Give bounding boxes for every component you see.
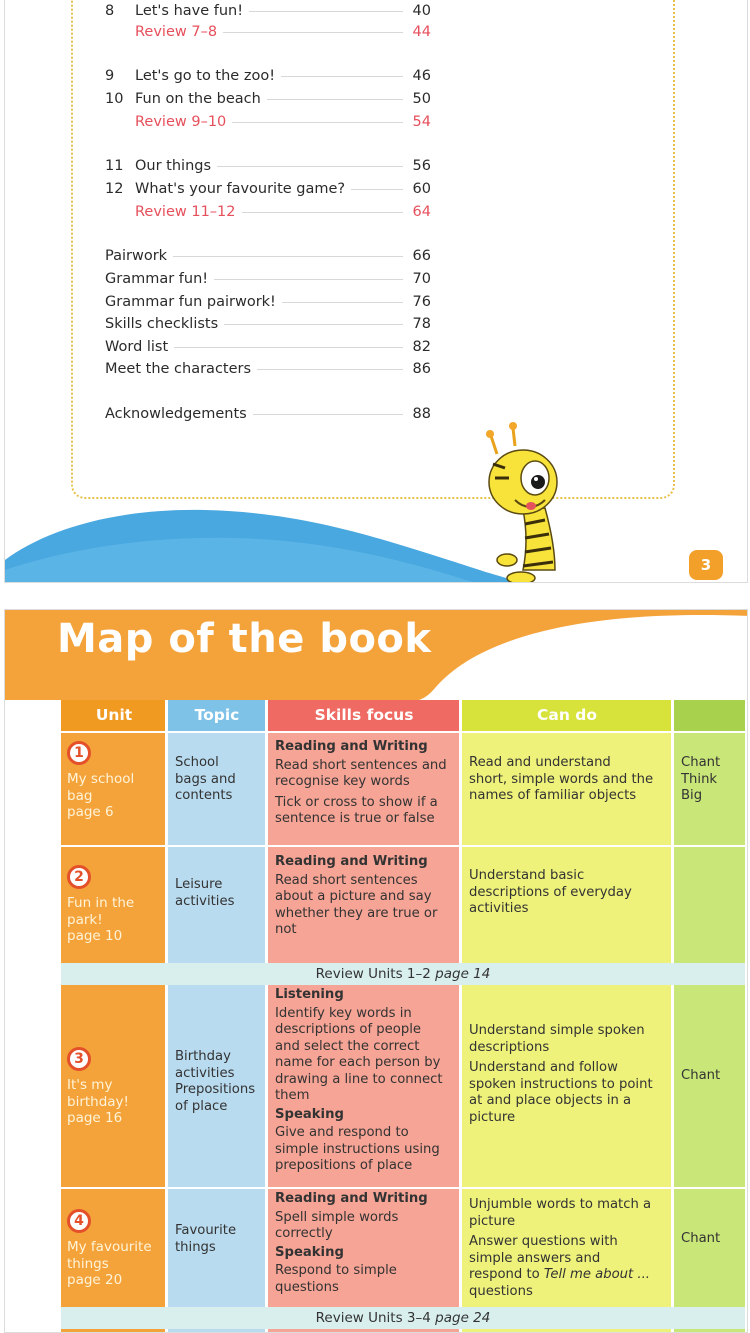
contents-unit-number: 9: [105, 68, 115, 84]
cando-line: Answer questions with: [469, 1234, 618, 1249]
cando-line: Understand basic: [469, 868, 585, 883]
topic-line: Prepositions: [175, 1082, 256, 1097]
skills-heading: Reading and Writing: [275, 1191, 428, 1206]
skills-line: correctly: [275, 1226, 333, 1241]
skills-heading: Speaking: [275, 1244, 344, 1260]
contents-leader-line: [217, 166, 403, 167]
contents-leader-line: [232, 122, 403, 123]
page-title: Map of the book: [57, 616, 432, 662]
unit-2-name-line1: Fun in the: [67, 895, 135, 911]
extra-line: Chant: [681, 1231, 721, 1246]
topic-line: Leisure: [175, 877, 223, 892]
skills-line: Read short sentences and: [275, 757, 447, 773]
unit-1-name-line2: bag: [67, 787, 93, 804]
contents-row[interactable]: [105, 0, 431, 22]
unit-2-skills: [269, 851, 463, 942]
skills-line: recognise key words: [275, 774, 410, 789]
unit-3-can-do: [463, 1020, 675, 1129]
contents-unit-number: 8: [105, 3, 115, 19]
contents-row[interactable]: [105, 268, 431, 290]
cando-line: picture: [469, 1213, 516, 1229]
contents-leader-line: [173, 256, 403, 257]
cando-line: descriptions: [469, 1039, 550, 1055]
skills-line: about a picture and say: [275, 889, 432, 904]
cando-line: at and place objects in a: [469, 1093, 632, 1108]
unit-4-topic: [169, 1220, 265, 1259]
skills-heading: Speaking: [275, 1106, 344, 1122]
contents-page-number: 40: [412, 3, 431, 19]
cando-text: respond to: [469, 1267, 540, 1282]
unit-3-name-line2: birthday!: [67, 1093, 129, 1110]
contents-page-number: 60: [412, 181, 431, 197]
review-units-3-4[interactable]: [61, 1307, 745, 1329]
contents-row[interactable]: [105, 65, 431, 87]
header-can-do: Can do: [461, 700, 673, 731]
contents-leader-line: [249, 11, 403, 12]
contents-page-number: 44: [412, 24, 431, 40]
contents-page-number: 50: [412, 91, 431, 107]
contents-title: Skills checklists: [105, 316, 219, 332]
extra-line: Chant: [681, 755, 721, 770]
contents-review-row[interactable]: [105, 21, 431, 43]
contents-page-number: 88: [412, 406, 431, 422]
skills-line: prepositions of place: [275, 1158, 413, 1173]
unit-4-extra: [675, 1228, 745, 1251]
unit-1-number-icon: 1: [67, 741, 91, 765]
contents-row[interactable]: [105, 403, 431, 425]
cando-line: short, simple words and the: [469, 771, 654, 787]
topic-line: things: [175, 1239, 216, 1255]
contents-page-number: 76: [412, 294, 431, 310]
contents-page-number: 78: [412, 316, 431, 332]
cando-line: activities: [469, 901, 529, 916]
contents-title: Acknowledgements: [105, 406, 247, 422]
contents-unit-number: 11: [105, 158, 124, 174]
topic-line: Favourite: [175, 1223, 237, 1238]
contents-unit-number: 10: [105, 91, 124, 107]
contents-title: Our things: [135, 158, 212, 174]
cando-line: Unjumble words to match a: [469, 1197, 652, 1212]
cando-line: names of familiar objects: [469, 788, 637, 803]
contents-unit-number: 12: [105, 181, 124, 197]
contents-title: Fun on the beach: [135, 91, 261, 107]
unit-4-cell[interactable]: [61, 1189, 165, 1307]
skills-line: simple instructions using: [275, 1141, 440, 1157]
skills-line: name for each person by: [275, 1055, 441, 1070]
unit-4-number-icon: 4: [67, 1209, 91, 1233]
contents-title: Review 9–10: [135, 114, 227, 130]
contents-leader-line: [223, 32, 403, 33]
cando-line: spoken instructions to point: [469, 1076, 653, 1092]
skills-line: Give and respond to: [275, 1125, 409, 1140]
unit-1-topic: [169, 752, 265, 808]
contents-leader-line: [281, 76, 403, 77]
unit-1-extra: [675, 752, 745, 808]
contents-row[interactable]: [105, 245, 431, 267]
review-units-1-2[interactable]: [61, 963, 745, 985]
contents-page: [4, 0, 748, 583]
contents-row[interactable]: [105, 88, 431, 110]
unit-4-can-do: [463, 1194, 675, 1303]
contents-leader-line: [214, 279, 403, 280]
unit-4-name-line2: things: [67, 1255, 109, 1272]
unit-3-skills: [269, 984, 463, 1178]
contents-title: What's your favourite game?: [135, 181, 346, 197]
unit-1-cell[interactable]: [61, 733, 165, 845]
skills-line: them: [275, 1088, 310, 1103]
unit-2-number-icon: 2: [67, 865, 91, 889]
unit-2-topic: [169, 874, 265, 913]
cando-line: Understand simple spoken: [469, 1023, 645, 1038]
review-page: page 14: [435, 966, 491, 982]
topic-line: contents: [175, 788, 233, 803]
contents-page-number: 66: [412, 248, 431, 264]
contents-leader-line: [267, 99, 403, 100]
contents-row[interactable]: [105, 155, 431, 177]
contents-page-number: 56: [412, 158, 431, 174]
review-page: page 24: [435, 1310, 491, 1326]
contents-title: Let's go to the zoo!: [135, 68, 276, 84]
topic-line: Birthday: [175, 1049, 231, 1064]
topic-line: activities: [175, 1065, 235, 1081]
map-of-the-book-page: [4, 609, 748, 1333]
cando-line: Understand and follow: [469, 1060, 618, 1075]
contents-review-row[interactable]: [105, 201, 431, 223]
contents-review-row[interactable]: [105, 111, 431, 133]
cando-italic: Tell me about ...: [543, 1267, 650, 1282]
contents-row[interactable]: [105, 358, 431, 380]
unit-2-page: page 10: [67, 928, 123, 944]
contents-page-number: 70: [412, 271, 431, 287]
giraffe-mascot-icon: [475, 420, 595, 583]
skills-line: Respond to simple: [275, 1263, 397, 1278]
unit-1-name-line1: My school: [67, 771, 135, 787]
contents-title: Word list: [105, 339, 169, 355]
skills-line: whether they are true or: [275, 905, 438, 921]
skills-line: sentence is true or false: [275, 811, 435, 826]
map-table: [61, 700, 745, 1333]
topic-line: bags and: [175, 771, 236, 787]
unit-4-page: page 20: [67, 1272, 123, 1288]
unit-4-skills: [269, 1188, 463, 1299]
contents-title: Meet the characters: [105, 361, 252, 377]
contents-leader-line: [253, 414, 403, 415]
extra-line: Think: [681, 771, 718, 787]
topic-line: of place: [175, 1098, 228, 1114]
topic-line: activities: [175, 893, 235, 909]
skills-line: descriptions of people: [275, 1022, 421, 1037]
skills-line: Spell simple words: [275, 1209, 399, 1225]
cando-line: simple answers and: [469, 1250, 601, 1266]
skills-line: Identify key words in: [275, 1005, 412, 1021]
skills-heading: Reading and Writing: [275, 739, 428, 754]
review-label: Review Units 3–4: [315, 1310, 431, 1326]
header-skills-focus: Skills focus: [267, 700, 461, 731]
extra-line: Chant: [681, 1068, 721, 1083]
header-extra: [673, 700, 745, 731]
topic-line: School: [175, 755, 219, 770]
page-number-badge: 3: [689, 550, 723, 580]
contents-page-number: 82: [412, 339, 431, 355]
contents-row[interactable]: [105, 291, 431, 313]
contents-title: Grammar fun pairwork!: [105, 294, 276, 310]
contents-leader-line: [257, 369, 403, 370]
skills-line: questions: [275, 1279, 339, 1295]
skills-line: and select the correct: [275, 1038, 420, 1054]
contents-title: Review 7–8: [135, 24, 218, 40]
unit-1-page: page 6: [67, 804, 114, 820]
contents-title: Pairwork: [105, 248, 168, 264]
unit-2-cell[interactable]: [61, 847, 165, 963]
contents-row[interactable]: [105, 178, 431, 200]
contents-leader-line: [282, 302, 403, 303]
skills-line: not: [275, 922, 297, 937]
skills-heading: Reading and Writing: [275, 854, 428, 869]
cando-line: [469, 1267, 669, 1284]
skills-line: Read short sentences: [275, 872, 418, 888]
cando-line: Read and understand: [469, 755, 611, 770]
unit-3-name-line1: It's my: [67, 1077, 113, 1093]
contents-page-number: 64: [412, 204, 431, 220]
review-label: Review Units 1–2: [315, 966, 431, 982]
contents-page-number: 46: [412, 68, 431, 84]
unit-3-cell[interactable]: [61, 985, 165, 1187]
unit-2-name-line2: park!: [67, 911, 103, 928]
unit-3-topic: [169, 1046, 265, 1118]
unit-3-number-icon: 3: [67, 1047, 91, 1071]
unit-3-extra: [675, 1065, 745, 1088]
divider: [265, 700, 268, 1333]
blue-wave-decoration: [5, 500, 748, 583]
contents-page-number: 54: [412, 114, 431, 130]
cando-line: descriptions of everyday: [469, 884, 632, 900]
contents-title: Review 11–12: [135, 204, 236, 220]
contents-leader-line: [224, 324, 403, 325]
unit-3-page: page 16: [67, 1110, 123, 1126]
unit-2-can-do: [463, 865, 675, 921]
unit-1-skills: [269, 736, 463, 831]
cando-line: picture: [469, 1109, 516, 1125]
divider: [165, 700, 168, 1333]
contents-leader-line: [174, 347, 403, 348]
contents-leader-line: [242, 212, 404, 213]
extra-line: Big: [681, 788, 703, 803]
contents-row[interactable]: [105, 313, 431, 335]
unit-4-name-line1: My favourite: [67, 1239, 152, 1255]
header-unit: Unit: [61, 700, 167, 731]
unit-1-can-do: [463, 752, 675, 808]
contents-leader-line: [351, 189, 403, 190]
skills-heading: Listening: [275, 987, 344, 1002]
header-topic: Topic: [167, 700, 267, 731]
contents-title: Grammar fun!: [105, 271, 209, 287]
skills-line: drawing a line to connect: [275, 1071, 443, 1087]
skills-line: Tick or cross to show if a: [275, 794, 438, 810]
contents-row[interactable]: [105, 336, 431, 358]
contents-page-number: 86: [412, 361, 431, 377]
cando-line: questions: [469, 1283, 533, 1299]
contents-title: Let's have fun!: [135, 3, 244, 19]
